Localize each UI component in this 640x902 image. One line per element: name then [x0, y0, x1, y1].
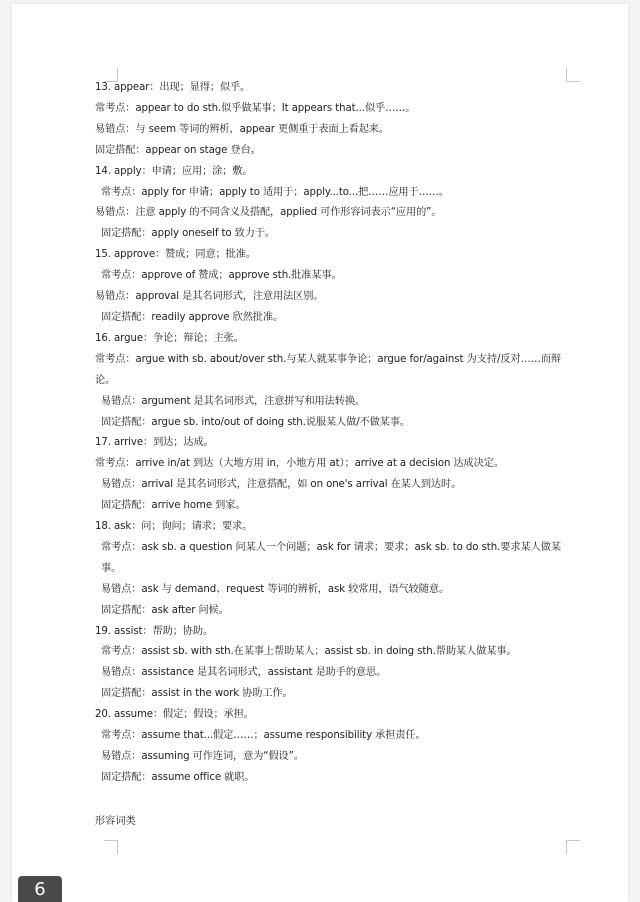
entry-line: 18. ask：问；询问；请求；要求。: [95, 521, 253, 533]
page-number-badge: 6: [18, 876, 62, 902]
entry-line: 固定搭配：appear on stage 登台。: [95, 144, 261, 156]
entry-line: 常考点：assist sb. with sth.在某事上帮助某人；assist sb. in doing sth.帮助某人做某事。: [101, 646, 517, 658]
entry-line: 常考点：ask sb. a question 问某人一个问题；ask for 请求；要求；ask sb. to do sth.要求某人做某事。: [101, 541, 561, 574]
entry-line: 常考点：approve of 赞成；approve sth.批准某事。: [101, 270, 342, 282]
entry-line: 易错点：arrival 是其名词形式，注意搭配，如 on one's arrival 在某人到达时。: [101, 479, 462, 491]
entry-line: 17. arrive：到达；达成。: [95, 437, 214, 449]
crop-mark-bottom-left: [104, 840, 118, 854]
entry-line: 固定搭配：assume office 就职。: [101, 771, 255, 783]
vocabulary-list: [95, 78, 561, 789]
crop-mark-bottom-right: [566, 840, 580, 854]
entry-line: 20. assume：假定；假设；承担。: [95, 709, 254, 721]
entry-line: 固定搭配：readily approve 欣然批准。: [101, 311, 284, 323]
crop-mark-top-right: [566, 68, 580, 82]
section-heading: 形容词类: [95, 816, 136, 827]
entry-line: 常考点：apply for 申请；apply to 适用于；apply...to...把……应用于……。: [101, 186, 449, 198]
entry-line: 常考点：appear to do sth.似乎做某事；It appears that...似乎……。: [95, 102, 416, 114]
entry-line: 易错点：注意 apply 的不同含义及搭配，applied 可作形容词表示“应用的”。: [95, 207, 442, 219]
entry-line: 常考点：assume that...假定……；assume responsibility 承担责任。: [101, 730, 426, 742]
entry-line: 易错点：assuming 可作连词，意为“假设”。: [101, 751, 304, 762]
entry-line: 固定搭配：argue sb. into/out of doing sth.说服某人做/不做某事。: [101, 416, 410, 428]
entry-line: 常考点：arrive in/at 到达（大地方用 in，小地方用 at）；arrive at a decision 达成决定。: [95, 458, 504, 470]
entry-line: 易错点：approval 是其名词形式，注意用法区别。: [95, 291, 324, 303]
entry-line: 15. approve：赞成；同意；批准。: [95, 249, 256, 261]
entry-line: 易错点：与 seem 等词的辨析，appear 更侧重于表面上看起来。: [95, 123, 389, 135]
entry-line: 14. apply：申请；应用；涂；敷。: [95, 165, 253, 177]
entry-line: 易错点：ask 与 demand、request 等词的辨析，ask 较常用，语气较随意。: [101, 583, 450, 595]
entry-line: 13. appear：出现；显得；似乎。: [95, 82, 251, 93]
entry-line: 固定搭配：assist in the work 协助工作。: [101, 688, 293, 700]
entry-line: 固定搭配：ask after 问候。: [101, 604, 229, 616]
entry-line: 常考点：argue with sb. about/over sth.与某人就某事争论；argue for/against 为支持/反对……而辩论。: [95, 353, 561, 386]
entry-line: 固定搭配：arrive home 到家。: [101, 500, 246, 512]
entry-line: 16. argue：争论；辩论；主张。: [95, 332, 244, 344]
entry-line: 固定搭配：apply oneself to 致力于。: [101, 228, 276, 240]
entry-line: 易错点：assistance 是其名词形式，assistant 是助手的意思。: [101, 667, 387, 679]
entry-line: 易错点：argument 是其名词形式，注意拼写和用法转换。: [101, 395, 365, 407]
entry-line: 19. assist：帮助；协助。: [95, 625, 214, 637]
